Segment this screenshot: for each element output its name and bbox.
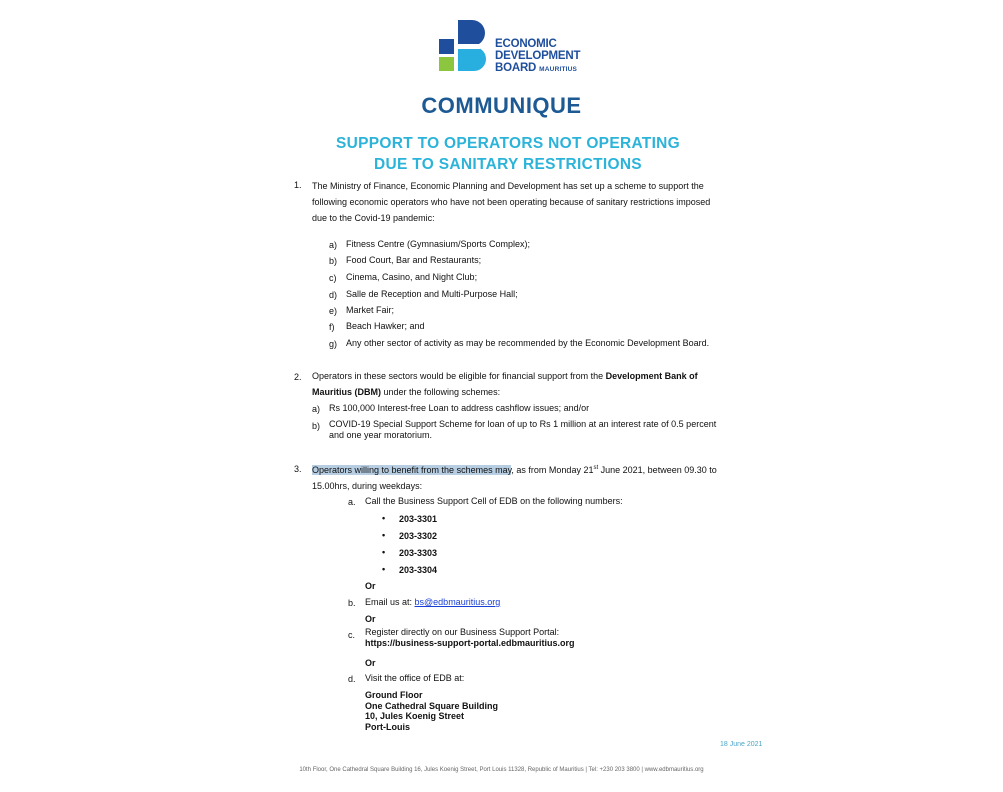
bullet-icon: • xyxy=(382,547,386,557)
option-b-text xyxy=(365,594,500,610)
section-3-line-2: 15.00hrs, during weekdays: xyxy=(312,481,423,491)
section-2-text-cont: under the following schemes: xyxy=(381,387,501,397)
logo-line-2: DEVELOPMENT xyxy=(495,50,581,62)
bullet-icon: • xyxy=(382,513,386,523)
list-item: Any other sector of activity as may be recommended by the Economic Development Board. xyxy=(346,338,710,348)
subtitle-line-2: DUE TO SANITARY RESTRICTIONS xyxy=(374,156,642,173)
phone-number: 203-3302 xyxy=(399,531,438,541)
section-2-text: Operators in these sectors would be eligible for financial support from the xyxy=(312,371,606,381)
logo-mauritius: MAURITIUS xyxy=(539,66,578,73)
option-letter: a. xyxy=(348,497,356,507)
portal-link[interactable]: https://business-support-portal.edbmauritius.org xyxy=(365,638,575,648)
dbm-name-cont: Mauritius (DBM) xyxy=(312,387,381,397)
list-item-letter: d) xyxy=(329,290,338,300)
address-line: Ground Floor xyxy=(365,690,423,700)
list-item: Beach Hawker; and xyxy=(346,321,425,331)
address-line: One Cathedral Square Building xyxy=(365,700,499,711)
scheme-letter: b) xyxy=(312,421,321,431)
section-1-line-1: The Ministry of Finance, Economic Planning and Development has set up a scheme to support the xyxy=(312,181,704,191)
logo-line-1: ECONOMIC xyxy=(495,38,557,50)
option-a-text: Call the Business Support Cell of EDB on the following numbers: xyxy=(365,496,623,506)
scheme-item-line-2: and one year moratorium. xyxy=(329,430,433,440)
highlighted-text: Operators willing to benefit from the schemes may xyxy=(312,465,512,475)
email-link[interactable]: bs@edbmauritius.org xyxy=(414,597,501,607)
section-2-paragraph xyxy=(312,368,742,400)
page-subtitle xyxy=(0,133,1003,175)
list-item: Fitness Centre (Gymnasium/Sports Complex); xyxy=(346,239,531,249)
scheme-item xyxy=(329,419,716,441)
section-3-paragraph xyxy=(312,460,742,494)
or-separator: Or xyxy=(365,581,376,591)
phone-number: 203-3304 xyxy=(399,565,438,575)
option-d-text: Visit the office of EDB at: xyxy=(365,673,465,683)
section-2-number: 2. xyxy=(294,372,302,382)
or-separator: Or xyxy=(365,614,376,624)
list-item: Food Court, Bar and Restaurants; xyxy=(346,255,482,265)
option-letter: b. xyxy=(348,598,356,608)
portal-label: Register directly on our Business Support Portal: xyxy=(365,627,560,637)
option-letter: d. xyxy=(348,674,356,684)
list-item-letter: g) xyxy=(329,339,338,349)
section-1-paragraph xyxy=(312,178,737,226)
list-item-letter: c) xyxy=(329,273,337,283)
edb-address xyxy=(365,690,498,732)
option-letter: c. xyxy=(348,630,356,640)
dbm-name: Development Bank of xyxy=(605,371,698,381)
phone-number: 203-3303 xyxy=(399,548,438,558)
list-item: Market Fair; xyxy=(346,305,395,315)
logo-line-3: BOARD xyxy=(495,62,537,74)
section-3-number: 3. xyxy=(294,464,302,474)
document-date: 18 June 2021 xyxy=(720,741,763,748)
scheme-item-line-1: COVID-19 Special Support Scheme for loan of up to Rs 1 million at an interest rate of 0.5 percent xyxy=(329,419,717,429)
address-line: 10, Jules Koenig Street xyxy=(365,711,465,721)
list-item: Salle de Reception and Multi-Purpose Hall; xyxy=(346,289,518,299)
edb-logo xyxy=(439,20,599,76)
section-1-line-3: due to the Covid-19 pandemic: xyxy=(312,213,435,223)
option-c-text xyxy=(365,627,575,649)
page-title: COMMUNIQUE xyxy=(421,93,582,118)
address-line: Port-Louis xyxy=(365,721,410,732)
page-footer: 10th Floor, One Cathedral Square Building 16, Jules Koenig Street, Port Louis 11328, Republic of Mauritius | Tel: +230 203 3800 | www.edbmauritius.org xyxy=(299,767,704,773)
edb-logo-mark-icon xyxy=(439,20,487,72)
list-item-letter: b) xyxy=(329,256,338,266)
section-1-line-2: following economic operators who have not been operating because of sanitary restrictions imposed xyxy=(312,197,711,207)
list-item-letter: f) xyxy=(329,322,335,332)
subtitle-line-1: SUPPORT TO OPERATORS NOT OPERATING xyxy=(335,135,681,152)
logo-wordmark xyxy=(495,38,580,76)
section-1-number: 1. xyxy=(294,180,302,190)
list-item-letter: e) xyxy=(329,306,338,316)
or-separator: Or xyxy=(365,658,376,668)
superscript: st xyxy=(593,465,599,471)
email-label: Email us at: xyxy=(365,597,415,607)
bullet-icon: • xyxy=(382,530,386,540)
bullet-icon: • xyxy=(382,564,386,574)
section-3-text: , as from Monday 21 xyxy=(511,465,594,475)
section-3-text-end: June 2021, between 09.30 to xyxy=(598,465,717,475)
list-item-letter: a) xyxy=(329,240,338,250)
phone-number: 203-3301 xyxy=(399,514,438,524)
scheme-item: Rs 100,000 Interest-free Loan to address cashflow issues; and/or xyxy=(329,403,590,413)
scheme-letter: a) xyxy=(312,404,321,414)
list-item: Cinema, Casino, and Night Club; xyxy=(346,272,478,282)
